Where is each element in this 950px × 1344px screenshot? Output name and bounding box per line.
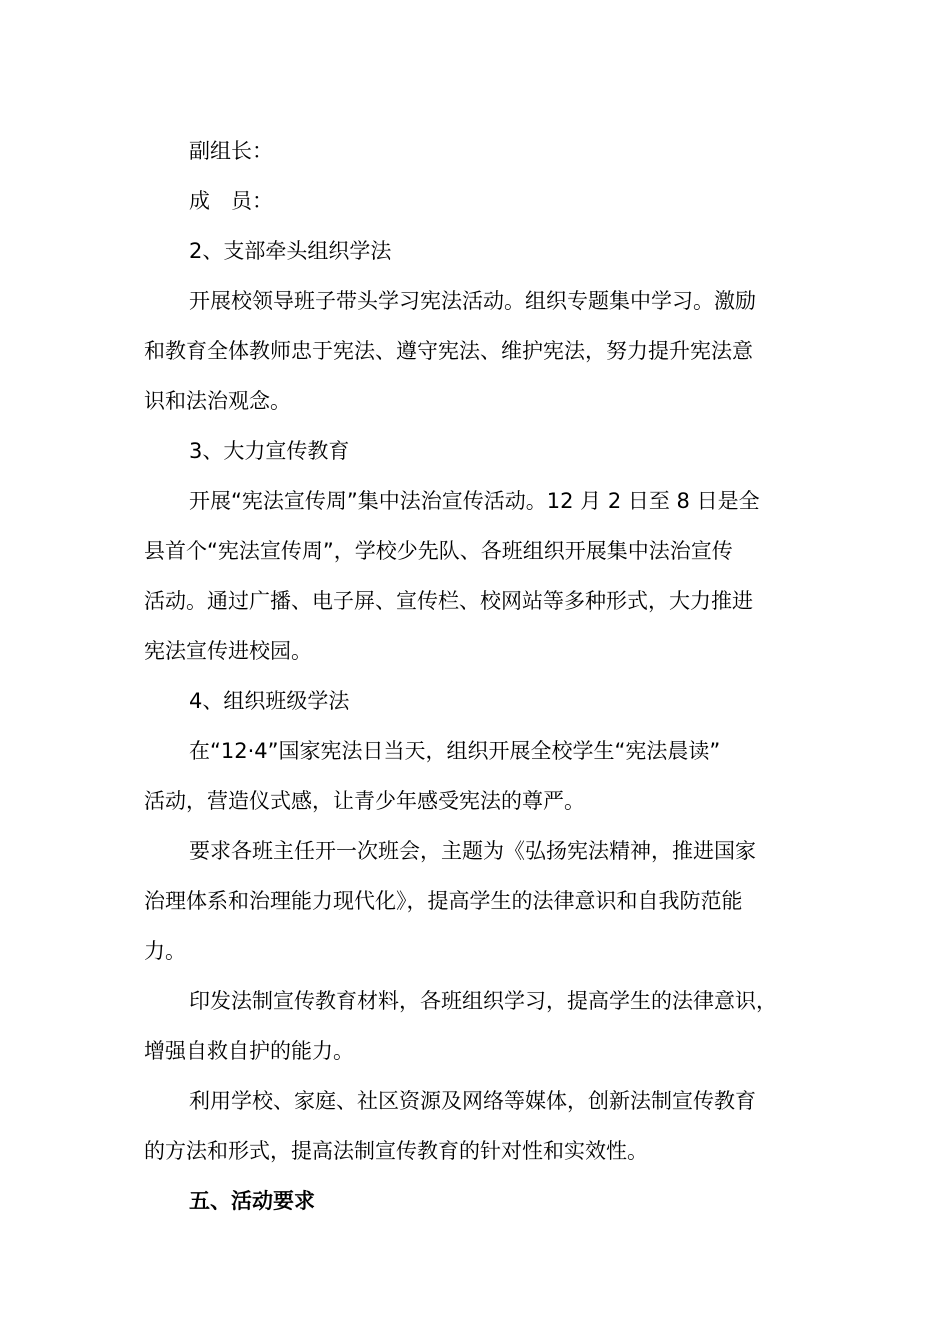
paragraph-line: 宪法宣传进校园。 — [144, 639, 312, 663]
section-heading-4: 4、组织班级学法 — [189, 689, 350, 713]
paragraph-line: 开展“宪法宣传周”集中法治宣传活动。12 月 2 日至 8 日是全 — [189, 489, 760, 513]
paragraph-line: 和教育全体教师忠于宪法、遵守宪法、维护宪法，努力提升宪法意 — [144, 339, 753, 363]
paragraph-line: 印发法制宣传教育材料，各班组织学习，提高学生的法律意识， — [189, 989, 777, 1013]
deputy-leader-label: 副组长： — [189, 139, 273, 163]
paragraph-line: 利用学校、家庭、社区资源及网络等媒体，创新法制宣传教育 — [189, 1089, 756, 1113]
paragraph-line: 要求各班主任开一次班会，主题为《弘扬宪法精神，推进国家 — [189, 839, 756, 863]
members-label: 成 员： — [189, 189, 273, 213]
paragraph-line: 治理体系和治理能力现代化》，提高学生的法律意识和自我防范能 — [144, 889, 743, 913]
paragraph-line: 识和法治观念。 — [144, 389, 291, 413]
paragraph-line: 在“12·4”国家宪法日当天，组织开展全校学生“宪法晨读” — [189, 739, 721, 763]
paragraph-line: 活动，营造仪式感，让青少年感受宪法的尊严。 — [144, 789, 585, 813]
paragraph-line: 的方法和形式，提高法制宣传教育的针对性和实效性。 — [144, 1139, 648, 1163]
paragraph-line: 开展校领导班子带头学习宪法活动。组织专题集中学习。激励 — [189, 289, 756, 313]
section-heading-3: 3、大力宣传教育 — [189, 439, 350, 463]
section-heading-2: 2、支部牵头组织学法 — [189, 239, 392, 263]
paragraph-line: 县首个“宪法宣传周”，学校少先队、各班组织开展集中法治宣传 — [144, 539, 733, 563]
section-heading-5: 五、活动要求 — [189, 1189, 315, 1213]
paragraph-line: 增强自救自护的能力。 — [144, 1039, 354, 1063]
paragraph-line: 活动。通过广播、电子屏、宣传栏、校网站等多种形式，大力推进 — [144, 589, 753, 613]
paragraph-line: 力。 — [144, 939, 186, 963]
